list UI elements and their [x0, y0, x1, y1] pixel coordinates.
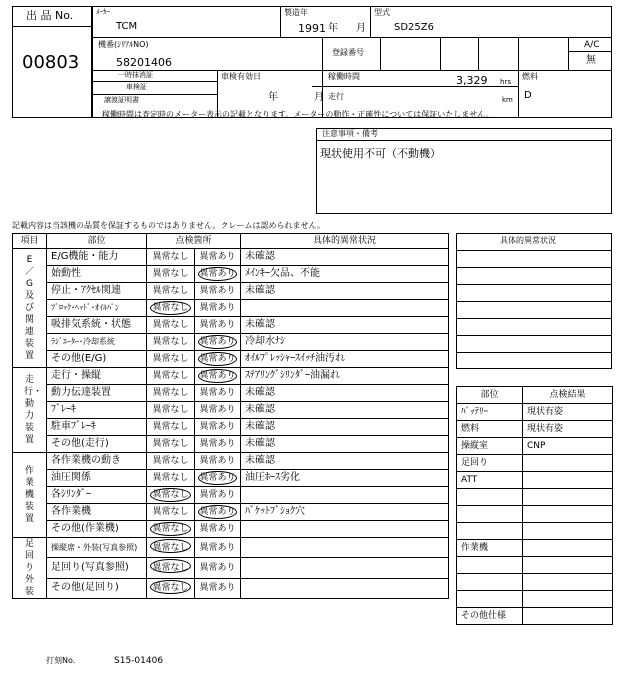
abnormal-cell: [195, 317, 241, 334]
inspection-row: [13, 470, 449, 487]
abnormal-option: 異常あり: [199, 269, 236, 279]
abnormal-option: 異常あり: [199, 542, 236, 553]
group-label: E／G及び関連装置: [13, 249, 47, 368]
group-label: 足回り外装: [13, 538, 47, 599]
results-part-cell: 燃料: [457, 421, 523, 438]
mfg-month-unit: 月: [356, 23, 366, 34]
stamp-no-value: S15-01406: [114, 656, 164, 666]
results-value-cell: [523, 455, 613, 472]
part-cell: ﾌﾞﾛｯｸ･ﾍｯﾄﾞ･ｵｲﾙﾊﾟﾝ: [47, 300, 147, 317]
part-cell: 各ｼﾘﾝﾀﾞｰ: [47, 487, 147, 504]
abnormal-cell: [195, 266, 241, 283]
abnormal-cell: [195, 368, 241, 385]
detail-cell: [241, 558, 449, 578]
inspection-row: [13, 317, 449, 334]
col-part-header: 部位: [47, 234, 147, 249]
ruled-line: [456, 250, 612, 251]
abnormal-cell: [195, 402, 241, 419]
results-value-cell: [523, 472, 613, 489]
ruled-line: [456, 318, 612, 319]
inspection-row: [13, 368, 449, 385]
part-cell: 走行・操縦: [47, 368, 147, 385]
part-cell: 動力伝達装置: [47, 385, 147, 402]
abnormal-circled-mark: [198, 369, 237, 383]
inspection-row: [13, 487, 449, 504]
normal-option: 異常なし: [152, 490, 189, 500]
inspection-row: [13, 334, 449, 351]
group-label: 作業機装置: [13, 453, 47, 538]
normal-cell: [147, 470, 195, 487]
normal-cell: [147, 300, 195, 317]
abnormal-circled-mark: [198, 505, 237, 519]
abnormal-cell: [195, 453, 241, 470]
results-part-cell: [457, 557, 523, 574]
part-cell: 操縦席・外装(写真参照): [47, 538, 147, 558]
results-part-header: 部位: [457, 387, 523, 404]
remarks-label: 注意事項・備考: [322, 129, 378, 138]
results-row: [457, 438, 613, 455]
abnormal-option: 異常あり: [199, 507, 236, 517]
inspection-row: [13, 453, 449, 470]
part-cell: 吸排気系統・状態: [47, 317, 147, 334]
abnormal-option: 異常あり: [199, 524, 236, 534]
results-value-cell: [523, 489, 613, 506]
normal-cell: [147, 558, 195, 578]
abnormal-option: 異常あり: [199, 490, 236, 500]
fuel-label: 燃料: [522, 72, 538, 81]
abnormal-cell: [195, 558, 241, 578]
normal-cell: [147, 521, 195, 538]
inspection-row: [13, 419, 449, 436]
normal-option: 異常なし: [152, 388, 189, 398]
inspection-row: [13, 300, 449, 317]
abnormal-circled-mark: [198, 335, 237, 349]
normal-cell: [147, 317, 195, 334]
normal-cell: [147, 419, 195, 436]
abnormal-option: 異常あり: [199, 337, 236, 347]
hours-unit: hrs: [500, 78, 511, 86]
normal-cell: [147, 487, 195, 504]
stamp-no-label: 打刻No.: [46, 656, 76, 665]
quality-disclaimer: 記載内容は当該機の品質を保証するものではありません。クレームは認められません。: [12, 221, 325, 230]
normal-circled-mark: [150, 522, 191, 536]
abnormal-option: 異常あり: [199, 252, 236, 262]
ac-value: 無: [586, 55, 596, 66]
normal-circled-mark: [150, 539, 191, 553]
detail-cell: ﾊﾞｹｯﾄﾌﾞｼｮｸ穴: [241, 504, 449, 521]
detail-cell: 未確認: [241, 317, 449, 334]
normal-circled-mark: [150, 301, 191, 315]
detail-cell: [241, 487, 449, 504]
inspection-row: [13, 249, 449, 266]
results-value-cell: [523, 523, 613, 540]
results-part-cell: [457, 489, 523, 506]
ruled-line: [456, 284, 612, 285]
expiry-month-unit: 月: [314, 92, 324, 103]
results-row: [457, 506, 613, 523]
abnormal-cell: [195, 385, 241, 402]
abnormal-option: 異常あり: [199, 354, 236, 364]
normal-cell: [147, 453, 195, 470]
group-label: 走行・動力装置: [13, 368, 47, 453]
results-value-cell: 現状有姿: [523, 421, 613, 438]
results-value-cell: CNP: [523, 438, 613, 455]
maker-value: TCM: [116, 21, 138, 32]
part-cell: 停止・ｱｸｾﾙ関連: [47, 283, 147, 300]
mfg-year-value: 1991: [298, 22, 326, 35]
abnormal-circled-mark: [198, 352, 237, 366]
abnormal-cell: [195, 538, 241, 558]
inspection-row: [13, 351, 449, 368]
abnormal-circled-mark: [198, 267, 237, 281]
inspection-row: [13, 436, 449, 453]
results-part-cell: ﾊﾞｯﾃﾘｰ: [457, 404, 523, 421]
part-cell: 油圧関係: [47, 470, 147, 487]
detail-cell: ﾒｲﾝｷｰ欠品、不能: [241, 266, 449, 283]
col-item-header: 項目: [13, 234, 47, 249]
results-row: [457, 421, 613, 438]
detail-cell: [241, 300, 449, 317]
normal-circled-mark: [150, 488, 191, 502]
abnormal-option: 異常あり: [199, 456, 236, 466]
normal-option: 異常なし: [152, 473, 189, 483]
detail-cell: [241, 538, 449, 558]
serial-value: 58201406: [116, 56, 172, 69]
lot-no-label: 出 品 No.: [26, 9, 74, 22]
results-row: [457, 591, 613, 608]
detail-cell: 未確認: [241, 436, 449, 453]
normal-option: 異常なし: [152, 439, 189, 449]
normal-cell: [147, 504, 195, 521]
part-cell: その他(走行): [47, 436, 147, 453]
detail-cell: ｽﾃｱﾘﾝｸﾞｼﾘﾝﾀﾞｰ油漏れ: [241, 368, 449, 385]
lot-no-value: 00803: [22, 52, 80, 73]
mfg-year-label: 製造年: [284, 8, 308, 17]
col-check-header: 点検箇所: [147, 234, 241, 249]
serial-label: 機番(ｼﾘｱﾙNO): [98, 40, 149, 49]
normal-cell: [147, 368, 195, 385]
mfg-year-unit: 年: [328, 23, 338, 34]
normal-cell: [147, 402, 195, 419]
detail-cell: 未確認: [241, 249, 449, 266]
part-cell: その他(作業機): [47, 521, 147, 538]
results-part-cell: ATT: [457, 472, 523, 489]
results-value-cell: [523, 506, 613, 523]
abnormal-option: 異常あり: [199, 388, 236, 398]
abnormal-cell: [195, 521, 241, 538]
abnormal-cell: [195, 470, 241, 487]
normal-option: 異常なし: [152, 507, 189, 517]
detail-cell: 油圧ﾎｰｽ劣化: [241, 470, 449, 487]
normal-option: 異常なし: [152, 583, 189, 594]
normal-circled-mark: [150, 580, 191, 594]
part-cell: ﾗｼﾞｴｰﾀｰ･冷却系統: [47, 334, 147, 351]
results-value-cell: [523, 574, 613, 591]
abnormal-cell: [195, 300, 241, 317]
normal-option: 異常なし: [152, 252, 189, 262]
detail-cell: [241, 578, 449, 598]
remarks-text: 現状使用不可（不動機）: [320, 147, 441, 160]
results-value-cell: 現状有姿: [523, 404, 613, 421]
ruled-line: [456, 267, 612, 268]
abnormal-cell: [195, 436, 241, 453]
normal-cell: [147, 266, 195, 283]
normal-option: 異常なし: [152, 422, 189, 432]
inspection-row: [13, 504, 449, 521]
detail-cell: 冷却水ﾅｼ: [241, 334, 449, 351]
ruled-line: [456, 352, 612, 353]
results-row: [457, 489, 613, 506]
inspection-expiry-label: 車検有効日: [221, 72, 261, 81]
normal-cell: [147, 283, 195, 300]
normal-option: 異常なし: [152, 269, 189, 279]
abnormal-option: 異常あり: [199, 371, 236, 381]
inspection-cert-label: 車検証: [126, 83, 147, 91]
abnormal-option: 異常あり: [199, 583, 236, 594]
results-row: [457, 608, 613, 625]
results-part-cell: [457, 574, 523, 591]
normal-cell: [147, 436, 195, 453]
travel-label: 走行: [328, 92, 344, 101]
inspection-row: [13, 402, 449, 419]
detail-cell: 未確認: [241, 385, 449, 402]
abnormal-option: 異常あり: [199, 286, 236, 296]
col-detail-header: 具体的異常状況: [241, 234, 449, 249]
abnormal-option: 異常あり: [199, 422, 236, 432]
results-value-cell: [523, 591, 613, 608]
detail-cell: [241, 521, 449, 538]
normal-option: 異常なし: [152, 286, 189, 296]
normal-cell: [147, 578, 195, 598]
inspection-row: [13, 558, 449, 578]
abnormal-option: 異常あり: [199, 562, 236, 573]
abnormal-option: 異常あり: [199, 320, 236, 330]
inspection-row: [13, 538, 449, 558]
normal-option: 異常なし: [152, 562, 189, 573]
normal-option: 異常なし: [152, 524, 189, 534]
ruled-line: [456, 301, 612, 302]
expiry-year-unit: 年: [268, 92, 278, 103]
inspection-row: [13, 578, 449, 598]
results-value-cell: [523, 608, 613, 625]
normal-option: 異常なし: [152, 337, 189, 347]
results-row: [457, 472, 613, 489]
part-cell: E/G機能・能力: [47, 249, 147, 266]
results-part-cell: 操縦室: [457, 438, 523, 455]
travel-unit: km: [502, 96, 513, 104]
normal-option: 異常なし: [152, 456, 189, 466]
abnormal-option: 異常あり: [199, 439, 236, 449]
detail-cell: 未確認: [241, 453, 449, 470]
results-row: [457, 540, 613, 557]
abnormal-cell: [195, 487, 241, 504]
normal-cell: [147, 249, 195, 266]
detail-cell: ｵｲﾙﾌﾟﾚｯｼｬｰｽｲｯﾁ油汚れ: [241, 351, 449, 368]
results-row: [457, 455, 613, 472]
results-value-cell: [523, 557, 613, 574]
temp-permit-label: 一時抹消証: [118, 71, 153, 79]
abnormal-cell: [195, 504, 241, 521]
results-part-cell: [457, 591, 523, 608]
results-part-cell: [457, 523, 523, 540]
detail-cell: 未確認: [241, 402, 449, 419]
inspection-row: [13, 385, 449, 402]
abnormal-option: 異常あり: [199, 303, 236, 313]
inspection-table: [12, 233, 449, 599]
normal-option: 異常なし: [152, 303, 189, 313]
results-row: [457, 523, 613, 540]
part-cell: ﾌﾞﾚｰｷ: [47, 402, 147, 419]
results-part-cell: その他仕様: [457, 608, 523, 625]
normal-option: 異常なし: [152, 371, 189, 381]
inspection-row: [13, 521, 449, 538]
maker-label: ﾒｰｶｰ: [96, 8, 110, 16]
abnormal-option: 異常あり: [199, 473, 236, 483]
results-row: [457, 404, 613, 421]
part-cell: 各作業機: [47, 504, 147, 521]
fuel-value: D: [524, 90, 532, 101]
normal-option: 異常なし: [152, 320, 189, 330]
ac-label: A/C: [584, 40, 600, 50]
part-cell: その他(E/G): [47, 351, 147, 368]
normal-option: 異常なし: [152, 405, 189, 415]
part-cell: 各作業機の動き: [47, 453, 147, 470]
hours-disclaimer: 稼働時間は査定時のメーター表示の記載となります。メーターの動作・正確性については保証いたしません。: [102, 110, 494, 119]
abnormal-cell: [195, 249, 241, 266]
normal-option: 異常なし: [152, 542, 189, 553]
abnormal-cell: [195, 283, 241, 300]
detail-cell: 未確認: [241, 419, 449, 436]
results-result-header: 点検結果: [523, 387, 613, 404]
part-cell: 駐車ﾌﾞﾚｰｷ: [47, 419, 147, 436]
reg-label: 登録番号: [332, 48, 364, 57]
part-cell: 足回り(写真参照): [47, 558, 147, 578]
results-row: [457, 557, 613, 574]
inspection-row: [13, 266, 449, 283]
results-row: [457, 574, 613, 591]
ruled-line: [456, 335, 612, 336]
abnormal-cell: [195, 351, 241, 368]
inspection-row: [13, 283, 449, 300]
detail-cell: 未確認: [241, 283, 449, 300]
results-part-cell: 作業機: [457, 540, 523, 557]
abnormal-cell: [195, 578, 241, 598]
normal-cell: [147, 538, 195, 558]
abnormal-option: 異常あり: [199, 405, 236, 415]
abnormal-cell: [195, 419, 241, 436]
results-value-cell: [523, 540, 613, 557]
abnormal-cell: [195, 334, 241, 351]
part-cell: 始動性: [47, 266, 147, 283]
transfer-cert-label: 譲渡証明書: [104, 96, 139, 104]
normal-cell: [147, 385, 195, 402]
model-value: SD25Z6: [394, 22, 434, 33]
normal-cell: [147, 334, 195, 351]
hours-value: 3,329: [456, 74, 488, 87]
normal-option: 異常なし: [152, 354, 189, 364]
right-abnormal-header: 具体的異常状況: [500, 236, 556, 245]
hours-label: 稼働時間: [328, 72, 360, 81]
part-cell: その他(足回り): [47, 578, 147, 598]
results-part-cell: [457, 506, 523, 523]
results-part-cell: 足回り: [457, 455, 523, 472]
model-label: 型式: [374, 8, 390, 17]
results-table: [456, 386, 613, 625]
abnormal-circled-mark: [198, 471, 237, 485]
normal-cell: [147, 351, 195, 368]
